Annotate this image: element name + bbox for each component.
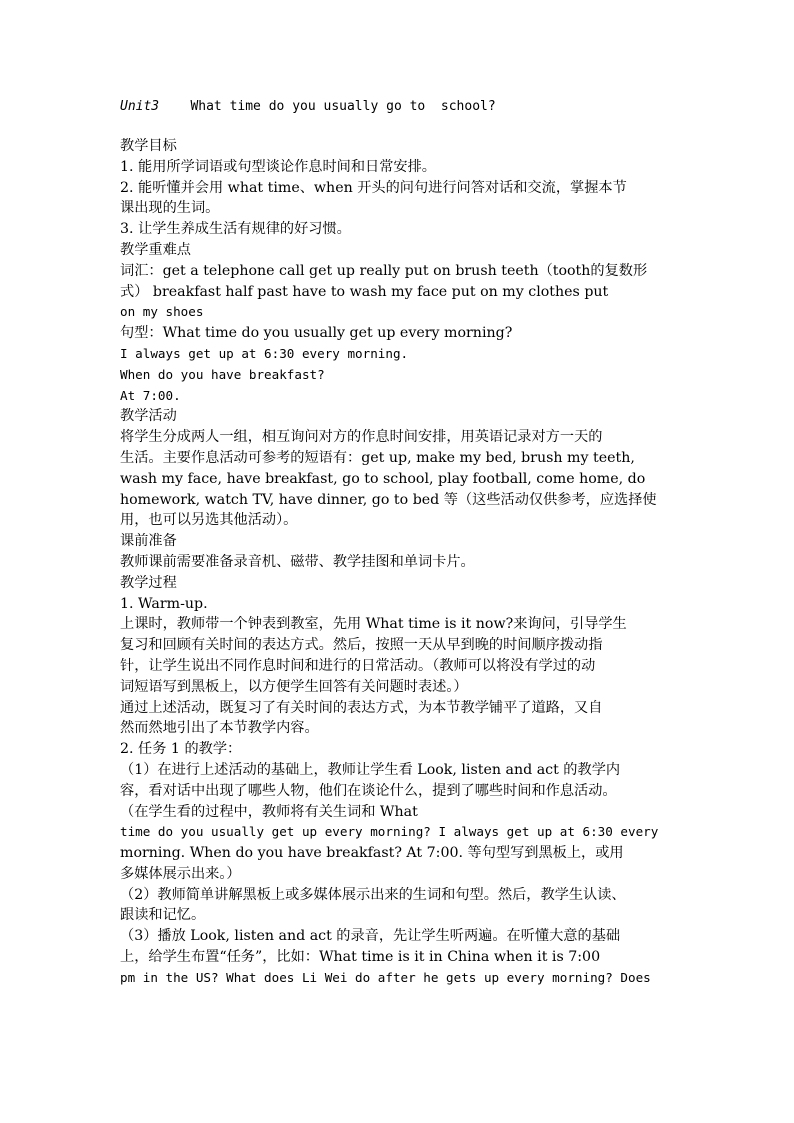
procedure-step-heading: 1. Warm-up. bbox=[120, 595, 208, 612]
procedure-line: 通过上述活动，既复习了有关时间的表达方式，为本节教学铺平了道路，又自 bbox=[120, 699, 603, 716]
activity-line: wash my face, have breakfast, go to school, play football, come home, do bbox=[120, 470, 646, 487]
objective-line: 1. 能用所学词语或句型谈论作息时间和日常安排。 bbox=[120, 158, 436, 175]
procedure-line: 词短语写到黑板上，以方便学生回答有关问题时表述。） bbox=[120, 678, 468, 695]
procedure-line: （1）在进行上述活动的基础上，教师让学生看 Look, listen and act 的教学内 bbox=[120, 761, 621, 778]
procedure-line: 多媒体展示出来。） bbox=[120, 865, 241, 882]
vocabulary-line: 式） breakfast half past have to wash my face put on my clothes put bbox=[120, 283, 609, 300]
procedure-line: （在学生看的过程中，教师将有关生词和 What bbox=[120, 803, 418, 820]
sentence-pattern-line: 句型：What time do you usually get up every morning? bbox=[120, 325, 513, 342]
sentence-pattern-line: I always get up at 6:30 every morning. bbox=[120, 345, 409, 361]
preparation-line: 教师课前需要准备录音机、磁带、教学挂图和单词卡片。 bbox=[120, 553, 475, 570]
document-title bbox=[120, 96, 680, 118]
document-body bbox=[120, 96, 680, 989]
section-heading-key-points: 教学重难点 bbox=[120, 241, 191, 258]
procedure-line: pm in the US? What does Li Wei do after he gets up every morning? Does bbox=[120, 969, 651, 985]
section-heading-activities: 教学活动 bbox=[120, 408, 177, 425]
procedure-line: 复习和回顾有关时间的表达方式。然后，按照一天从早到晚的时间顺序拨动指 bbox=[120, 637, 603, 654]
sentence-pattern-line: When do you have breakfast? bbox=[120, 366, 325, 382]
procedure-line: morning. When do you have breakfast? At 7:00. 等句型写到黑板上，或用 bbox=[120, 845, 624, 862]
activity-line: 将学生分成两人一组，相互询问对方的作息时间安排，用英语记录对方一天的 bbox=[120, 429, 603, 446]
procedure-line: 针，让学生说出不同作息时间和进行的日常活动。（教师可以将没有学过的动 bbox=[120, 657, 596, 674]
lesson-title: What time do you usually go to school? bbox=[159, 99, 496, 114]
activity-line: homework, watch TV, have dinner, go to bed 等（这些活动仅供参考，应选择使 bbox=[120, 491, 657, 508]
unit-label: Unit3 bbox=[120, 99, 160, 114]
section-heading-procedure: 教学过程 bbox=[120, 574, 177, 591]
procedure-line: 跟读和记忆。 bbox=[120, 907, 206, 924]
procedure-line: 容，看对话中出现了哪些人物，他们在谈论什么，提到了哪些时间和作息活动。 bbox=[120, 782, 617, 799]
procedure-line: time do you usually get up every morning? I always get up at 6:30 every bbox=[120, 824, 659, 840]
vocabulary-line: 词汇：get a telephone call get up really put on brush teeth（tooth的复数形 bbox=[120, 262, 648, 279]
objective-line: 3. 让学生养成生活有规律的好习惯。 bbox=[120, 221, 351, 238]
objective-line: 课出现的生词。 bbox=[120, 200, 220, 217]
section-heading-preparation: 课前准备 bbox=[120, 533, 177, 550]
procedure-line: 然而然地引出了本节教学内容。 bbox=[120, 720, 319, 737]
procedure-line: （2）教师简单讲解黑板上或多媒体展示出来的生词和句型。然后，教学生认读、 bbox=[120, 886, 626, 903]
objective-line: 2. 能听懂并会用 what time、when 开头的问句进行问答对话和交流，掌握本节 bbox=[120, 179, 627, 196]
procedure-step-heading: 2. 任务 1 的教学： bbox=[120, 741, 242, 758]
activity-line: 用，也可以另选其他活动）。 bbox=[120, 512, 298, 529]
activity-line: 生活。主要作息活动可参考的短语有：get up, make my bed, brush my teeth, bbox=[120, 449, 635, 466]
vocabulary-line: on my shoes bbox=[120, 304, 204, 320]
sentence-pattern-line: At 7:00. bbox=[120, 387, 181, 403]
procedure-line: 上课时，教师带一个钟表到教室，先用 What time is it now?来询问，引导学生 bbox=[120, 616, 627, 633]
procedure-line: 上，给学生布置“任务”，比如：What time is it in China when it is 7:00 bbox=[120, 949, 601, 966]
procedure-line: （3）播放 Look, listen and act 的录音，先让学生听两遍。在听懂大意的基础 bbox=[120, 928, 621, 945]
section-heading-objectives: 教学目标 bbox=[120, 138, 177, 154]
